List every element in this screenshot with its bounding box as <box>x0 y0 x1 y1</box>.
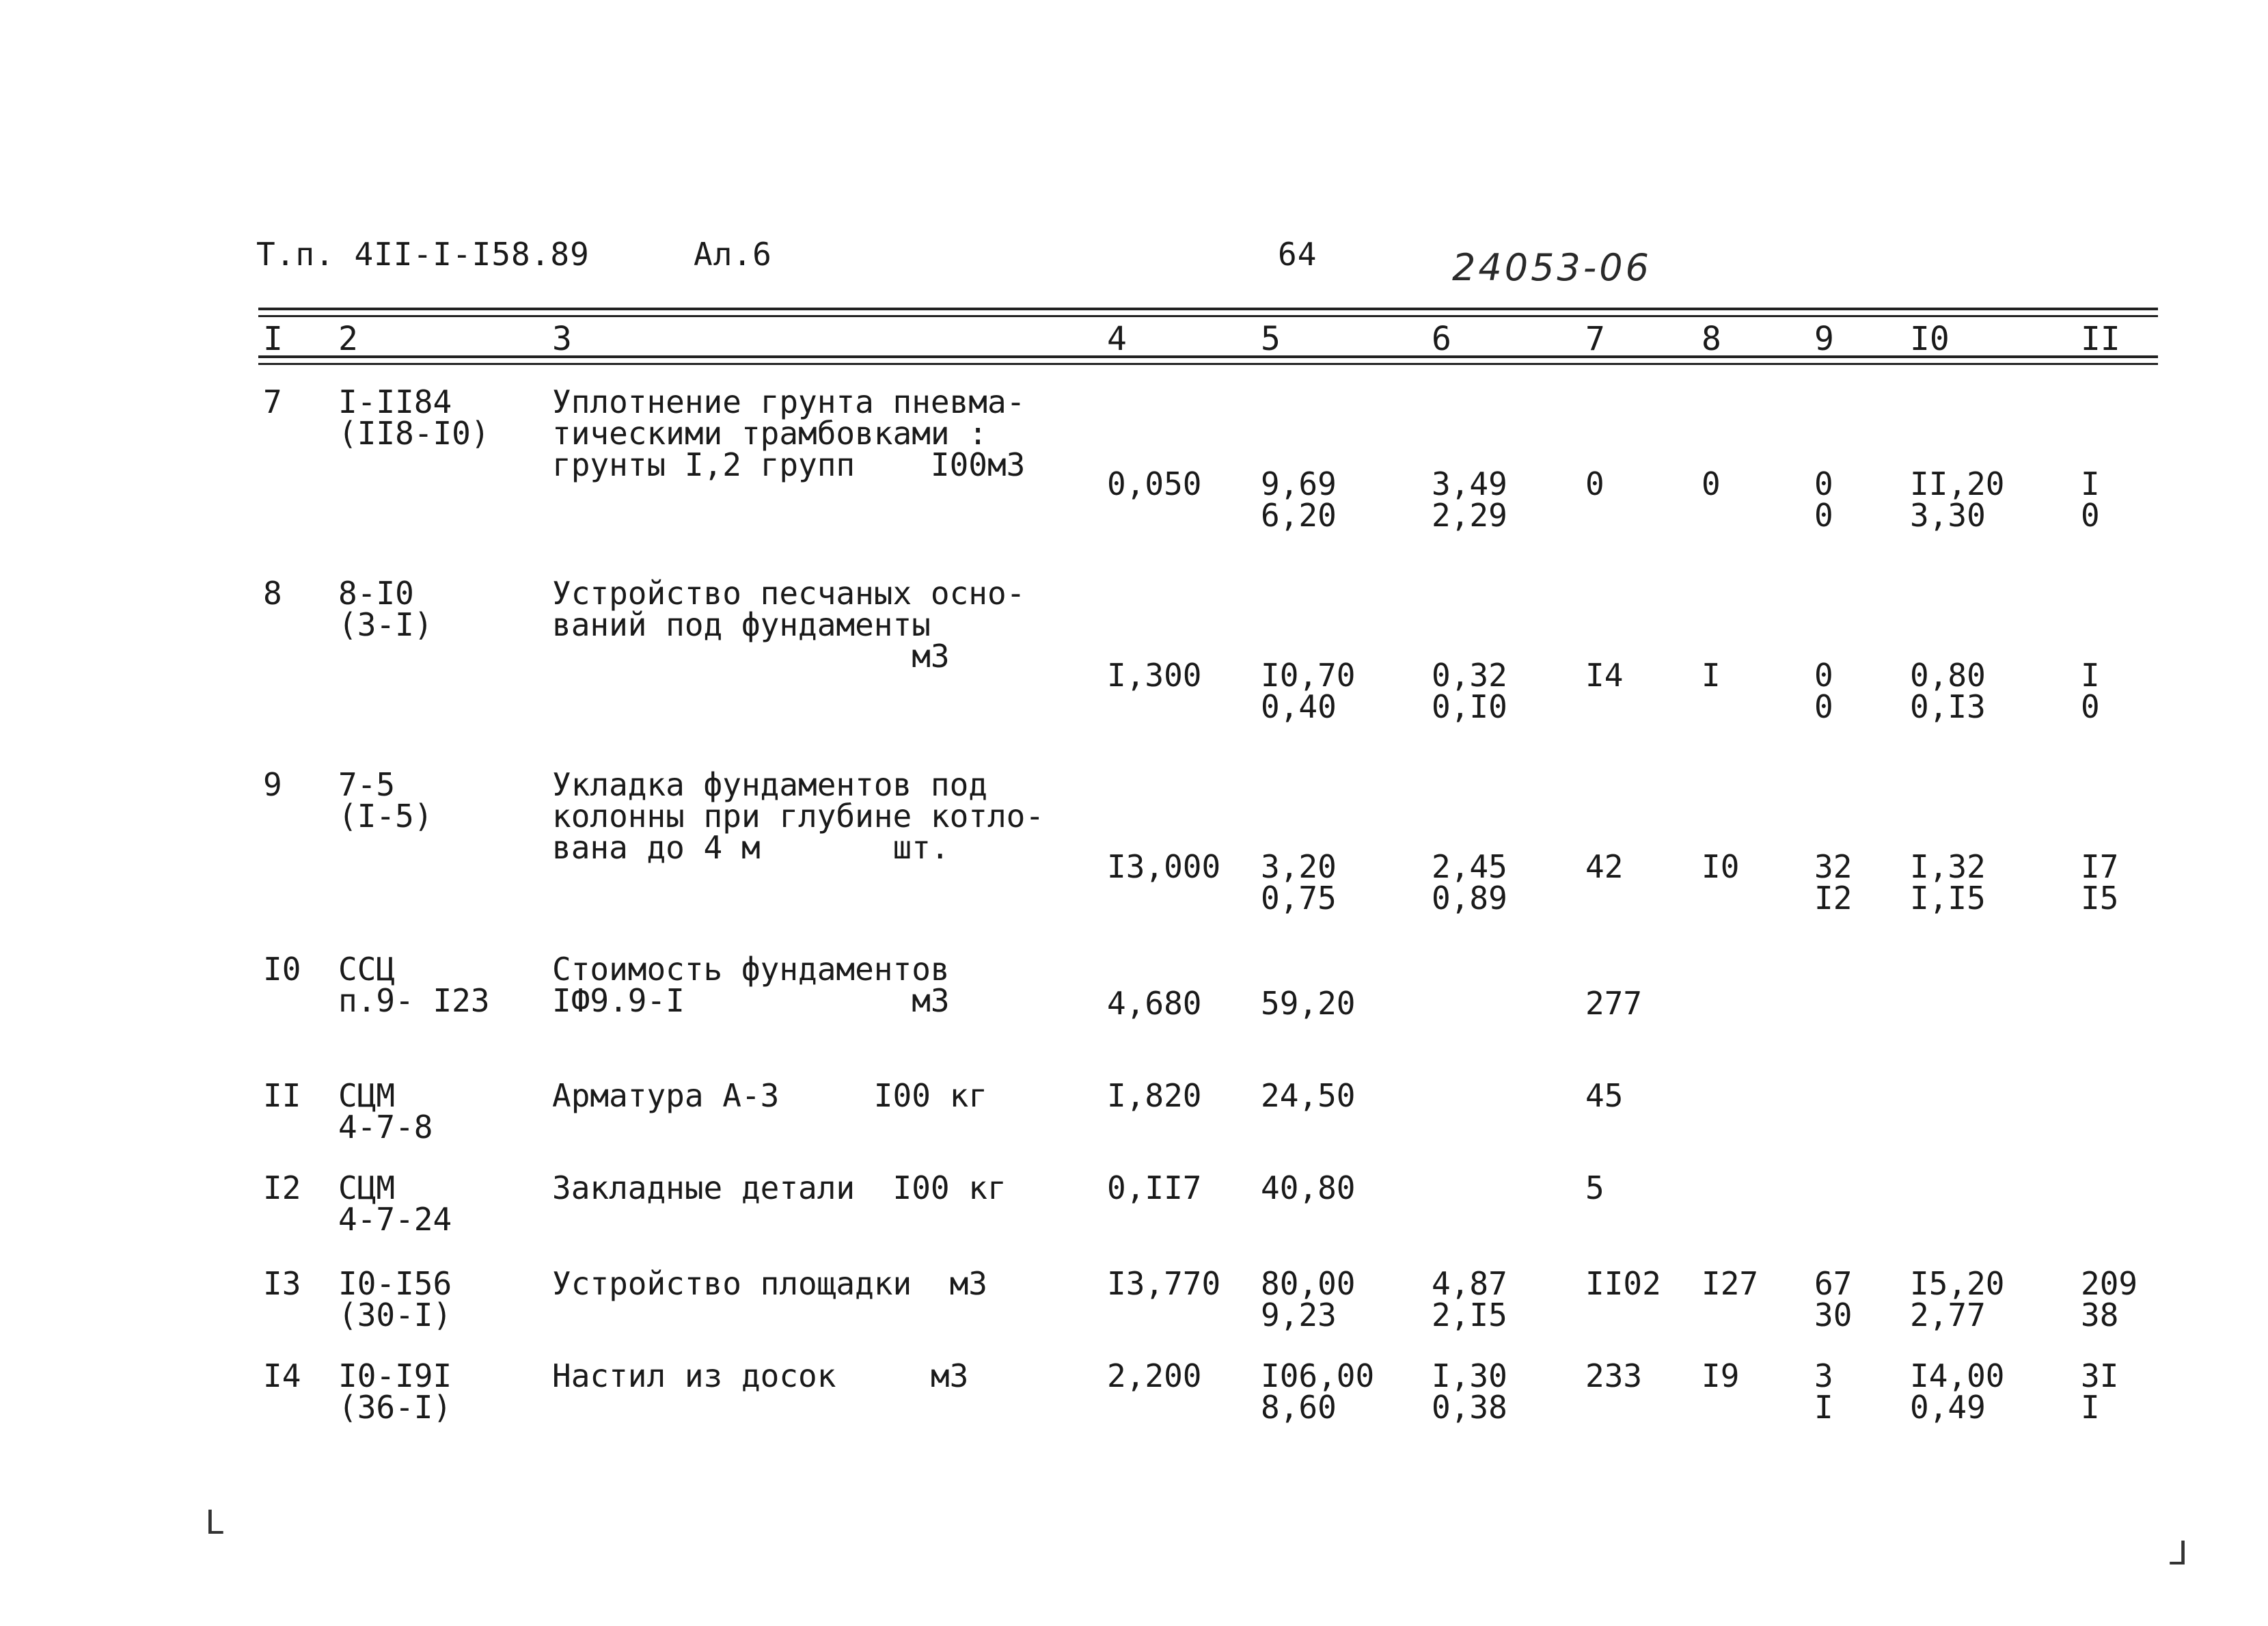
table-cell-c9: 67 30 <box>1814 1265 1853 1333</box>
table-cell-c7: 45 <box>1585 1077 1624 1114</box>
album-label: Ал.6 <box>694 236 772 273</box>
table-cell-qty: I,300 <box>1107 657 1202 694</box>
table-cell-code: 7-5 (I-5) <box>338 766 433 835</box>
column-header: 7 <box>1585 320 1605 358</box>
table-cell-num: I3 <box>263 1265 301 1302</box>
table-cell-c5: 80,00 9,23 <box>1261 1265 1356 1333</box>
table-cell-c10: I,32 I,I5 <box>1910 848 1986 917</box>
table-top-rule <box>258 308 2158 317</box>
table-cell-desc: Настил из досок м3 <box>552 1357 969 1394</box>
table-cell-desc: Арматура А-3 I00 кг <box>552 1077 987 1114</box>
table-cell-desc: Уплотнение грунта пневма- тическими трамбовками : грунты I,2 групп I00м3 <box>552 383 1026 483</box>
table-cell-c5: 24,50 <box>1261 1077 1356 1114</box>
column-header: II <box>2081 320 2120 358</box>
table-cell-c7: 5 <box>1585 1169 1604 1206</box>
table-cell-c6: 4,87 2,I5 <box>1432 1265 1507 1333</box>
column-header: I0 <box>1910 320 1950 358</box>
table-cell-c10: 0,80 0,I3 <box>1910 657 1986 725</box>
table-cell-c5: I06,00 8,60 <box>1261 1357 1375 1426</box>
table-cell-c8: I <box>1702 657 1721 694</box>
table-cell-c5: 9,69 6,20 <box>1261 465 1337 534</box>
table-cell-desc: Укладка фундаментов под колонны при глубине котло- вана до 4 м шт. <box>552 766 1045 866</box>
table-cell-qty: 0,II7 <box>1107 1169 1202 1206</box>
table-cell-c7: 233 <box>1585 1357 1643 1394</box>
column-header: 4 <box>1107 320 1127 358</box>
column-header: 3 <box>552 320 572 358</box>
table-cell-code: I-II84 (II8-I0) <box>338 383 490 452</box>
table-cell-c5: 59,20 <box>1261 985 1356 1022</box>
table-cell-c9: 32 I2 <box>1814 848 1853 917</box>
table-cell-desc: Устройство площадки м3 <box>552 1265 987 1302</box>
table-cell-c9: 3 I <box>1814 1357 1833 1426</box>
table-cell-c10: I4,00 0,49 <box>1910 1357 2005 1426</box>
table-cell-c5: 3,20 0,75 <box>1261 848 1337 917</box>
table-header-rule <box>258 355 2158 365</box>
column-header: 8 <box>1702 320 1721 358</box>
table-cell-c8: I27 <box>1702 1265 1759 1302</box>
table-cell-num: I2 <box>263 1169 301 1206</box>
table-cell-qty: 0,050 <box>1107 465 1202 502</box>
table-cell-c8: 0 <box>1702 465 1721 502</box>
table-cell-c9: 0 0 <box>1814 465 1833 534</box>
table-cell-c11: 209 38 <box>2081 1265 2138 1333</box>
table-cell-code: ССЦ п.9- I23 <box>338 951 490 1019</box>
table-cell-num: I4 <box>263 1357 301 1394</box>
column-header: 6 <box>1432 320 1451 358</box>
table-cell-c7: 42 <box>1585 848 1624 885</box>
table-cell-c11: I 0 <box>2081 657 2100 725</box>
table-cell-c7: 0 <box>1585 465 1604 502</box>
table-cell-c6: 0,32 0,I0 <box>1432 657 1507 725</box>
column-header: I <box>263 320 283 358</box>
document-number: Т.п. 4II-I-I58.89 <box>256 236 590 273</box>
column-header: 5 <box>1261 320 1281 358</box>
column-header: 2 <box>338 320 358 358</box>
table-cell-qty: I3,770 <box>1107 1265 1221 1302</box>
corner-mark-right: ⅃ <box>2170 1534 2188 1573</box>
table-cell-desc: Стоимость фундаментов IФ9.9-I м3 <box>552 951 950 1019</box>
page-number: 64 <box>1278 236 1317 273</box>
table-cell-qty: 4,680 <box>1107 985 1202 1022</box>
table-cell-c5: 40,80 <box>1261 1169 1356 1206</box>
corner-mark-left: L <box>205 1504 225 1542</box>
column-header: 9 <box>1814 320 1834 358</box>
table-cell-c7: I4 <box>1585 657 1624 694</box>
table-cell-num: I0 <box>263 951 301 988</box>
table-cell-desc: Закладные детали I00 кг <box>552 1169 1007 1206</box>
table-cell-c10: II,20 3,30 <box>1910 465 2005 534</box>
table-cell-code: I0-I9I (36-I) <box>338 1357 452 1426</box>
table-cell-num: 7 <box>263 383 282 420</box>
table-cell-code: 8-I0 (3-I) <box>338 575 433 643</box>
table-cell-c11: I 0 <box>2081 465 2100 534</box>
table-cell-c8: I0 <box>1702 848 1740 885</box>
table-cell-desc: Устройство песчаных осно- ваний под фундаменты м3 <box>552 575 1026 675</box>
table-cell-c11: I7 I5 <box>2081 848 2119 917</box>
table-cell-c6: 2,45 0,89 <box>1432 848 1507 917</box>
table-cell-code: СЦМ 4-7-24 <box>338 1169 452 1238</box>
table-cell-c9: 0 0 <box>1814 657 1833 725</box>
table-cell-c7: 277 <box>1585 985 1643 1022</box>
table-cell-qty: 2,200 <box>1107 1357 1202 1394</box>
table-cell-qty: I,820 <box>1107 1077 1202 1114</box>
table-cell-num: II <box>263 1077 301 1114</box>
table-cell-num: 9 <box>263 766 282 803</box>
handwritten-number: 24053-06 <box>1452 246 1652 289</box>
table-cell-c6: I,30 0,38 <box>1432 1357 1507 1426</box>
table-cell-code: I0-I56 (30-I) <box>338 1265 452 1333</box>
table-cell-code: СЦМ 4-7-8 <box>338 1077 433 1146</box>
table-cell-qty: I3,000 <box>1107 848 1221 885</box>
table-cell-num: 8 <box>263 575 282 612</box>
table-cell-c6: 3,49 2,29 <box>1432 465 1507 534</box>
table-cell-c10: I5,20 2,77 <box>1910 1265 2005 1333</box>
table-cell-c5: I0,70 0,40 <box>1261 657 1356 725</box>
table-cell-c11: 3I I <box>2081 1357 2119 1426</box>
table-cell-c8: I9 <box>1702 1357 1740 1394</box>
table-cell-c7: II02 <box>1585 1265 1661 1302</box>
